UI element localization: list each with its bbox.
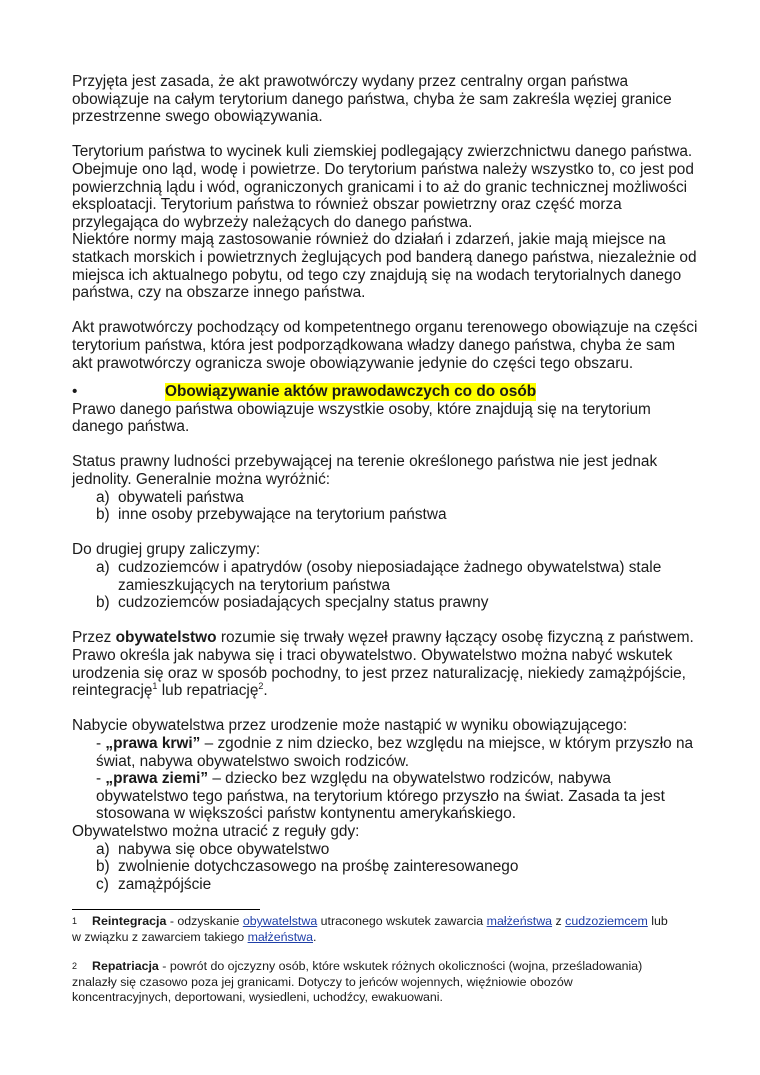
link-malzenstwa[interactable]: małżeństwa [486, 914, 553, 928]
link-malzenstwa-2[interactable]: małżeństwa [247, 929, 314, 944]
paragraph-loss: Obywatelstwo można utracić z reguły gdy: [72, 822, 360, 840]
paragraph-status: Status prawny ludności przebywającej na terenie określonego państwa nie jest jednak jednolity. Generalnie można wyróżnić: [72, 453, 658, 489]
list-item: b) inne osoby przebywające na terytorium państwa [96, 506, 447, 524]
list-item: a) cudzoziemców i apatrydów (osoby nieposiadające żadnego obywatelstwa) stale zamieszkujących na terytorium państwa [96, 559, 662, 594]
footnote-term: Reintegracja [92, 914, 167, 928]
dash-item-ius-soli: - „prawa ziemi” – dziecko bez względu na obywatelstwo rodziców, nabywa obywatelstwo tego państwa, na terytorium którego przyszło na świat. Zasada ta jest stosowana w większości państw kontynentu amerykańskiego. [96, 770, 665, 823]
footnote-separator [72, 909, 260, 910]
paragraph-birth: Nabycie obywatelstwa przez urodzenie może nastąpić w wyniku obowiązującego: [72, 717, 628, 735]
section-heading: Obowiązywanie aktów prawodawczych co do osób [165, 383, 537, 401]
paragraph-local-acts: Akt prawotwórczy pochodzący od kompetentnego organu terenowego obowiązuje na części terytorium państwa, która jest podporządkowana władzy danego państwa, chyba że sam akt prawotwórczy ogranicza swoje obowiązywanie jedynie do części tego obszaru. [72, 319, 698, 372]
status-list [72, 489, 698, 524]
footnote-ref-1[interactable]: 1 [152, 681, 158, 692]
list-item: a) nabywa się obce obywatelstwo [96, 840, 330, 858]
link-obywatelstwa[interactable]: obywatelstwa [242, 914, 318, 928]
section-heading-row [72, 383, 698, 401]
paragraph-citizenship: Przez obywatelstwo rozumie się trwały węzeł prawny łączący osobę fizyczną z państwem. Prawo określa jak nabywa się i traci obywatelstwo. Obywatelstwo można nabyć wskutek urodzenia się oraz w sposób pochodny, to jest przez naturalizację, niekiedy zamążpójście, reintegrację$^1$ lub repatriację$^2$. [72, 629, 694, 700]
list-item: a) obywateli państwa [96, 488, 244, 506]
list-item: c) zamążpójście [96, 875, 212, 893]
footnote-ref-2[interactable]: 2 [258, 681, 264, 692]
bullet-icon: • [72, 383, 78, 401]
link-cudzoziemcem[interactable]: cudzoziemcem [565, 914, 648, 928]
paragraph-second-group: Do drugiej grupy zaliczymy: [72, 541, 261, 559]
footnote-number: 2 [72, 961, 78, 971]
paragraph-persons: Prawo danego państwa obowiązuje wszystkie osoby, które znajdują się na terytorium danego państwa. [72, 400, 651, 436]
list-item: b) zwolnienie dotychczasowego na prośbę zainteresowanego [96, 858, 519, 876]
paragraph-ships: Niektóre normy mają zastosowanie również do działań i zdarzeń, jakie mają miejsce na statkach morskich i powietrznych żeglujących pod banderą danego państwa, niezależnie od miejsca ich aktualnego pobytu, od tego czy znajdują się na wodach terytorialnych danego państwa, czy na obszarze innego państwa. [72, 231, 697, 302]
footnote-number: 1 [72, 916, 78, 926]
footnote-2: 2 Repatriacja - powrót do ojczyzny osób, które wskutek różnych okoliczności (wojna, prześladowania) znalazły się czasowo poza jej granicami. Dotyczy to jeńców wojennych, więźniowie obozów koncentracyjnych, deportowani, wysiedleni, uchodźcy, ewakuowani. [72, 959, 643, 1004]
footnote-term: Repatriacja [92, 959, 159, 973]
second-group-list [72, 559, 698, 612]
term-obywatelstwo: obywatelstwo [115, 629, 217, 647]
paragraph-territorial-scope: Przyjęta jest zasada, że akt prawotwórczy wydany przez centralny organ państwa obowiązuje na całym terytorium danego państwa, chyba że sam zakreśla węziej granice przestrzenne swego obowiązywania. [72, 73, 672, 126]
document-body [72, 73, 698, 893]
dash-item-ius-sanguinis: - „prawa krwi” – zgodnie z nim dziecko, bez względu na miejsce, w którym przyszło na świat, nabywa obywatelstwo swoich rodziców. [96, 734, 694, 770]
loss-list [72, 841, 698, 894]
list-item: b) cudzoziemców posiadających specjalny status prawny [96, 594, 489, 612]
paragraph-state-territory: Terytorium państwa to wycinek kuli ziemskiej podlegający zwierzchnictwu danego państwa. Obejmuje ono ląd, wodę i powietrze. Do terytorium państwa należy wszystko to, co jest pod powierzchnią lądu i wód, ograniczonych granicami i to aż do granic technicznej możliwości eksploatacji. Terytorium państwa to również obszar powietrzny oraz część morza przylegająca do wybrzeży należących do danego państwa. [72, 143, 694, 231]
footnote-1: 1 Reintegracja - odzyskanie obywatelstwa utraconego wskutek zawarcia małżeństwa z cudzoziemcem lub w związku z zawarciem takiego małżeństwa. [72, 914, 668, 944]
